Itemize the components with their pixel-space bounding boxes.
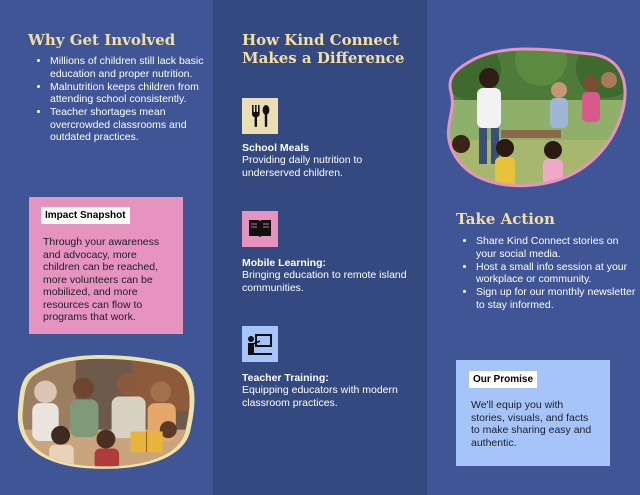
why-get-involved-heading: Why Get Involved xyxy=(28,31,176,49)
action-bullet: • Share Kind Connect stories on your social media. xyxy=(476,235,636,260)
our-promise-tag: Our Promise xyxy=(469,371,537,388)
school-meals-desc: Providing daily nutrition to underserved children. xyxy=(242,154,363,179)
heading-line-2: Makes a Difference xyxy=(242,49,405,67)
mobile-learning-title: Mobile Learning: xyxy=(242,257,326,269)
action-bullet: • Sign up for our monthly newsletter to stay informed. xyxy=(476,286,636,311)
why-bullets xyxy=(34,55,215,144)
family-reading-illustration xyxy=(14,350,196,472)
teacher-training-icon-box xyxy=(242,326,278,362)
why-bullet: • Malnutrition keeps children from attending school consistently. xyxy=(50,81,215,106)
panel-why-get-involved xyxy=(0,0,213,495)
panel-how-kind-connect xyxy=(213,0,427,495)
impact-snapshot-tag: Impact Snapshot xyxy=(41,207,130,224)
family-reading-photo xyxy=(14,350,196,472)
outdoor-session-illustration xyxy=(431,40,637,192)
school-meals-title: School Meals xyxy=(242,142,310,154)
book-icon xyxy=(247,217,273,241)
teacher-training-title: Teacher Training: xyxy=(242,372,329,384)
mobile-learning-desc: Bringing education to remote island communities. xyxy=(242,269,407,294)
impact-snapshot-text: Through your awareness and advocacy, more children can be reached, more volunteers can be mobilized, and more resources can flow to programs that work. xyxy=(43,236,160,323)
impact-snapshot-box xyxy=(29,197,183,334)
outdoor-session-photo xyxy=(431,40,637,192)
how-kind-connect-heading xyxy=(242,31,404,67)
take-action-bullets xyxy=(460,235,636,312)
our-promise-box xyxy=(456,360,610,466)
mobile-learning-icon-box xyxy=(242,211,278,247)
our-promise-text: We'll equip you with stories, visuals, and facts to make sharing easy and authentic. xyxy=(471,399,592,449)
teacher-board-icon xyxy=(246,331,274,357)
fork-spoon-icon xyxy=(247,103,273,129)
take-action-heading: Take Action xyxy=(456,210,555,228)
teacher-training-desc: Equipping educators with modern classroom practices. xyxy=(242,384,398,409)
heading-line-1: How Kind Connect xyxy=(242,31,400,49)
school-meals-icon-box xyxy=(242,98,278,134)
why-bullet: • Teacher shortages mean overcrowded classrooms and outdated practices. xyxy=(50,106,215,144)
action-bullet: • Host a small info session at your workplace or community. xyxy=(476,261,636,286)
why-bullet: • Millions of children still lack basic education and proper nutrition. xyxy=(50,55,215,80)
